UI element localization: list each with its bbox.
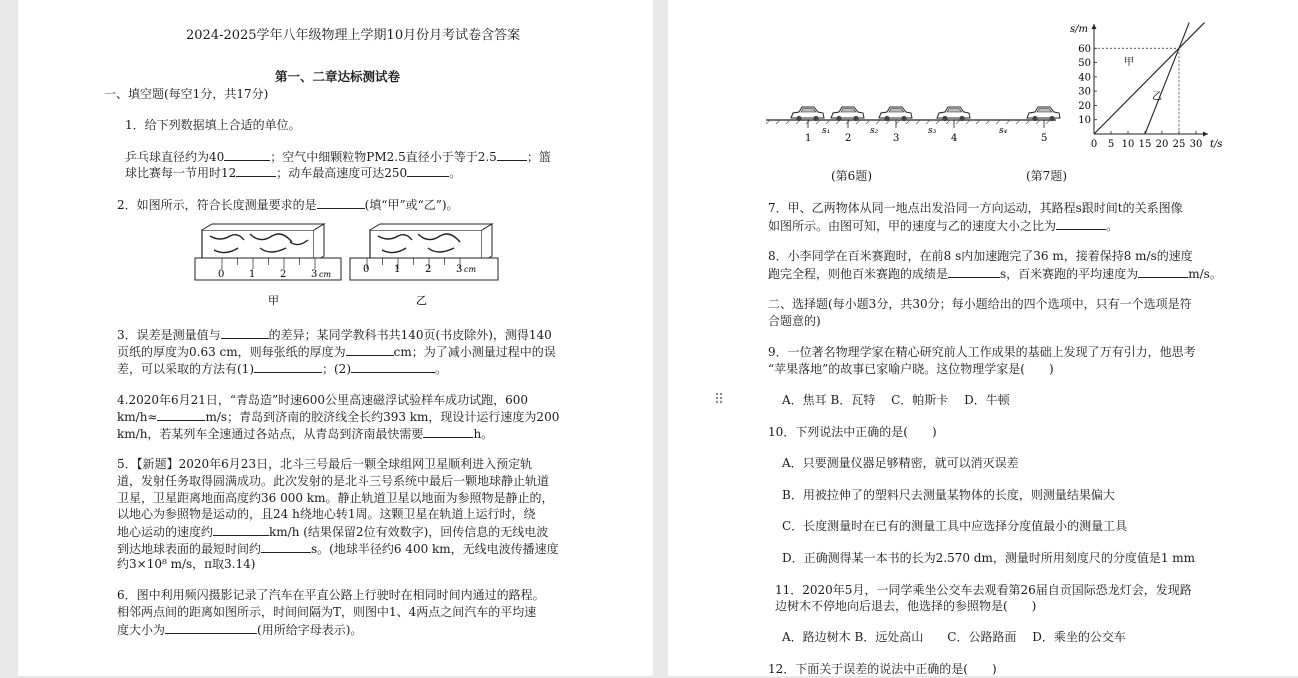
- segment-s3: s₃: [928, 126, 937, 136]
- tick-label-jia-2: 2: [280, 269, 287, 280]
- q10-option-d: D．正确测得某一本书的长为2.570 dm，测量时所用刻度尺的分度值是1 mm: [782, 551, 1196, 565]
- q6-line3: 度大小为 (用所给字母表示)。: [117, 623, 363, 637]
- figure-label-yi: 乙: [416, 294, 427, 307]
- q5-line7: 约3×10⁸ m/s，π取3.14): [117, 557, 256, 571]
- figure-yi: [350, 224, 498, 307]
- tick-label-jia-0: 0: [218, 269, 225, 280]
- car-icon: [879, 107, 912, 121]
- q2-line: 2．如图所示，符合长度测量要求的是 (填“甲”或“乙”)。: [117, 198, 459, 212]
- x-tick-label: 10: [1121, 139, 1135, 150]
- document-page-left: [18, 0, 653, 676]
- q3-line1: 3．误差是测量值与 的差异；某同学教科书共140页(书皮除外)，测得140: [117, 328, 552, 342]
- s-t-graph: [1070, 20, 1223, 152]
- q11-line1: 11．2020年5月，一同学乘坐公交车去观看第26届自贡国际恐龙灯会，发现路: [775, 583, 1192, 597]
- section-choice-line2: 合题意的): [768, 314, 821, 328]
- point-5: 5: [1041, 133, 1048, 144]
- document-title: 2024-2025学年八年级物理上学期10月份月考试卷含答案: [186, 28, 521, 43]
- x-tick-label: 15: [1138, 139, 1152, 150]
- q6-line1: 6．图中利用频闪摄影记录了汽车在平直公路上行驶时在相同时间内通过的路程。: [117, 588, 545, 602]
- ruler-measurement-figure: [190, 222, 480, 312]
- point-4: 4: [951, 133, 958, 144]
- q12-stem: 12．下面关于误差的说法中正确的是( ): [768, 662, 997, 676]
- tick-label-yi-3: 3: [456, 264, 463, 275]
- q3-line3: 差，可以采取的方法有(1) ；(2) 。: [117, 362, 448, 376]
- q7-line1: 7．甲、乙两物体从同一地点出发沿同一方向运动，其路程s跟时间t的关系图像: [768, 201, 1183, 215]
- y-tick-label: 30: [1078, 86, 1091, 98]
- q7-line2: 如图所示。由图可知，甲的速度与乙的速度大小之比为 。: [768, 219, 1119, 233]
- q10-stem: 10．下列说法中正确的是( ): [768, 425, 937, 439]
- tick-label-yi-1: 1: [394, 264, 401, 275]
- q5-line4: 以地心为参照物是运动的，且24 h绕地心转1周。这颗卫星在轨道上运行时，绕: [117, 507, 536, 521]
- unit-yi: cm: [464, 265, 477, 274]
- car-icon: [831, 107, 864, 121]
- y-axis-arrow: [1092, 24, 1097, 29]
- series-label-yi: 乙: [1152, 91, 1162, 103]
- y-tick-label: 40: [1078, 72, 1091, 84]
- q4-line3: km/h，若某列车全速通过各站点，从青岛到济南最快需要 h。: [117, 427, 494, 441]
- q10-option-c: C．长度测量时在已有的测量工具中应选择分度值最小的测量工具: [782, 519, 1128, 533]
- q6-line2: 相邻两点间的距离如图所示，时间间隔为T，则图中1、4两点之间汽车的平均速: [117, 605, 537, 619]
- fig7-caption: (第7题): [1026, 169, 1067, 183]
- x-tick-label: 20: [1155, 139, 1169, 150]
- tick-label-yi-0: 0: [363, 264, 370, 275]
- q4-line1: 4.2020年6月21日，“青岛造”时速600公里高速磁浮试验样车成功试跑，600: [117, 393, 528, 407]
- series-line-yi: [1145, 23, 1189, 134]
- q10-option-a: A．只要测量仪器足够精密，就可以消灭误差: [782, 456, 1019, 470]
- q8-line2: 跑完全程，则他百米赛跑的成绩是 s，百米赛跑的平均速度为 m/s。: [768, 267, 1222, 281]
- tick-label-jia-1: 1: [249, 269, 256, 280]
- cars-group: [791, 107, 1060, 121]
- block-drag-handle-icon[interactable]: ⠿: [714, 392, 725, 408]
- q5-line6: 到达地球表面的最短时间约 s。(地球半径约6 400 km，无线电波传播速度: [117, 542, 559, 556]
- y-tick-label: 60: [1078, 43, 1091, 55]
- car-icon: [937, 107, 970, 121]
- car-icon: [791, 107, 824, 121]
- q10-option-b: B．用被拉伸了的塑料尺去测量某物体的长度，则测量结果偏大: [782, 488, 1115, 502]
- q1-stem: 1．给下列数据填上合适的单位。: [125, 118, 301, 132]
- unit-jia: cm: [319, 270, 332, 279]
- q1-line2: 球比赛每一节用时12 ；动车最高速度可达250 。: [125, 166, 462, 180]
- x-tick-label: 25: [1172, 139, 1186, 150]
- strobe-car-figure: [766, 96, 1056, 148]
- q3-line2: 页纸的厚度为0.63 cm，则每张纸的厚度为 cm；为了减小测量过程中的误: [117, 345, 556, 359]
- point-3: 3: [893, 133, 900, 144]
- section-choice-line1: 二、选择题(每小题3分，共30分；每小题给出的四个选项中，只有一个选项是符: [768, 297, 1192, 311]
- document-page-right: [668, 0, 1298, 676]
- q9-line1: 9．一位著名物理学家在精心研究前人工作成果的基础上发现了万有引力，他思考: [768, 345, 1196, 359]
- series-label-jia: 甲: [1124, 56, 1134, 68]
- tick-label-jia-3: 3: [311, 269, 318, 280]
- q9-line2: “苹果落地”的故事已家喻户晓。这位物理学家是( ): [768, 362, 1054, 376]
- point-1: 1: [805, 133, 812, 144]
- q5-line5: 地心运动的速度约 km/h (结果保留2位有效数字)，回传信息的无线电波: [117, 525, 549, 539]
- x-axis-arrow: [1203, 132, 1208, 137]
- q9-options: A．焦耳 B．瓦特 C．帕斯卡 D．牛顿: [782, 393, 1010, 407]
- q11-line2: 边树木不停地向后退去，他选择的参照物是( ): [775, 599, 1037, 613]
- y-tick-label: 20: [1078, 100, 1091, 112]
- x-tick-label: 30: [1189, 139, 1203, 150]
- q1-line1: 乒乓球直径约为40 ；空气中细颗粒物PM2.5直径小于等于2.5 ；篮: [125, 150, 551, 164]
- segment-s4: s₄: [999, 126, 1008, 136]
- q11-options: A．路边树木 B．远处高山 C．公路路面 D．乘坐的公交车: [782, 630, 1126, 644]
- series-line-jia: [1094, 23, 1205, 134]
- q5-line2: 道，发射任务取得圆满成功。此次发射的是北斗三号系统中最后一颗地球静止轨道: [117, 474, 550, 488]
- fig6-caption: (第6题): [831, 169, 872, 183]
- segment-s1: s₁: [822, 126, 831, 136]
- x-tick-label: 0: [1090, 139, 1098, 150]
- figure-jia: [195, 224, 341, 307]
- test-subtitle: 第一、二章达标测试卷: [275, 69, 401, 84]
- segment-s2: s₂: [870, 126, 879, 136]
- y-axis-label: s/m: [1070, 24, 1088, 35]
- y-tick-label: 50: [1078, 58, 1091, 70]
- y-tick-label: 10: [1078, 115, 1091, 127]
- x-axis-label: t/s: [1210, 139, 1223, 150]
- q8-line1: 8．小李同学在百米赛跑时，在前8 s内加速跑完了36 m，接着保持8 m/s的速度: [768, 249, 1193, 263]
- q5-line3: 卫星，卫星距离地面高度约36 000 km。静止轨道卫星以地面为参照物是静止的，: [117, 491, 554, 505]
- car-icon: [1027, 107, 1060, 121]
- q4-line2: km/h≈ m/s；青岛到济南的胶济线全长约393 km，现设计运行速度为200: [117, 410, 560, 424]
- tick-label-yi-2: 2: [425, 264, 432, 275]
- q5-line1: 5．【新题】2020年6月23日，北斗三号最后一颗全球组网卫星顺利进入预定轨: [117, 457, 533, 471]
- point-2: 2: [845, 133, 852, 144]
- section-fill-blank: 一、填空题(每空1分，共17分): [104, 87, 269, 101]
- figure-label-jia: 甲: [268, 294, 279, 307]
- x-tick-label: 5: [1107, 139, 1115, 150]
